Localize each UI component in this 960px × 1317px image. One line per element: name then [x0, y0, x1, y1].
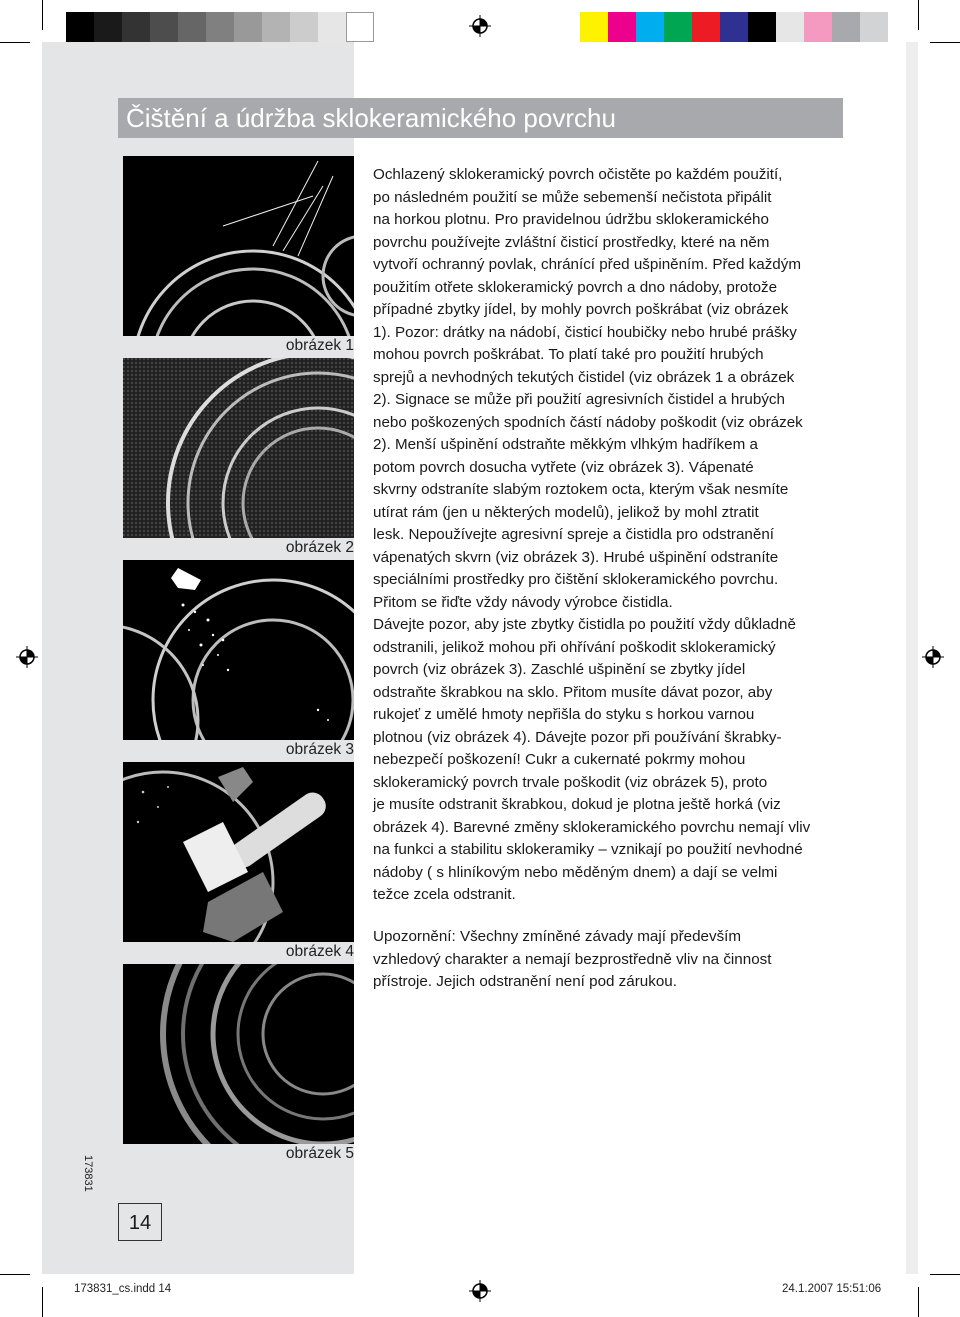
vertical-code: 173831 [82, 1155, 94, 1192]
body-line: na horkou plotnu. Pro pravidelnou údržbu sklokeramického [373, 211, 769, 228]
body-line: vytvoří ochranný povlak, chránící před ušpiněním. Před každým [373, 256, 801, 273]
page-title: Čištění a údržba sklokeramického povrchu [118, 98, 843, 138]
grayscale-swatch [290, 12, 318, 42]
process-color-bar [580, 12, 888, 42]
body-line: speciálními prostředky pro čištění sklokeramického povrchu. [373, 571, 779, 588]
body-line: Přitom se řiďte vždy návody výrobce čistidla. [373, 593, 673, 611]
crop-mark [930, 42, 960, 43]
body-line: utírat rám (jen u některých modelů), jelikož by mohl ztratit [373, 503, 759, 521]
registration-mark-icon [469, 1280, 491, 1302]
damaged-hob-image [123, 964, 354, 1144]
body-line: odstranili, jelikož mohou při ohřívání poškodit sklokeramický [373, 638, 776, 656]
crop-mark [0, 1274, 30, 1275]
registration-mark-icon [469, 15, 491, 37]
crop-mark [918, 1287, 919, 1317]
process-color-swatch [832, 12, 860, 42]
body-line: je musíte odstranit škrabkou, dokud je plotna ještě horká (viz [373, 796, 781, 813]
crop-mark [42, 1287, 43, 1317]
figure-2-caption: obrázek 2 [285, 539, 354, 556]
grayscale-swatch [318, 12, 346, 42]
crop-mark [930, 1274, 960, 1275]
body-line: 2). Menší ušpinění odstraňte měkkým vlhkým hadříkem a [373, 436, 758, 453]
body-line: povrch (viz obrázek 3). Zaschlé ušpinění se zbytky jídel [373, 661, 746, 678]
body-line: sklokeramický povrch trvale poškodit (viz obrázek 5), proto [373, 773, 768, 791]
process-color-swatch [664, 12, 692, 42]
body-line: mohou povrch poškrábat. To platí také pro použití hrubých [373, 346, 764, 363]
body-line: obrázek 4). Barevné změny sklokeramického povrchu nemají vliv [373, 818, 811, 836]
registration-mark-icon [16, 646, 38, 668]
abrasive-hob-image [123, 358, 354, 538]
body-line: rukojeť z umělé hmoty nepřišla do styku s horkou varnou [373, 706, 755, 723]
crop-mark [0, 42, 30, 43]
crop-mark [42, 0, 43, 30]
grayscale-swatch [122, 12, 150, 42]
warning-note [373, 926, 843, 994]
page-number: 14 [118, 1203, 162, 1241]
grayscale-swatch [66, 12, 94, 42]
body-line: težce zcela odstranit. [373, 886, 516, 903]
process-color-swatch [580, 12, 608, 42]
process-color-swatch [636, 12, 664, 42]
body-line: plotnou (viz obrázek 4). Dávejte pozor při používání škrabky- [373, 728, 782, 746]
scraper-image [123, 762, 354, 942]
figure-5-caption: obrázek 5 [285, 1145, 354, 1162]
figure-1 [123, 156, 354, 336]
process-color-swatch [608, 12, 636, 42]
grayscale-bar [66, 12, 374, 42]
note-line: přístroje. Jejich odstranění není pod zárukou. [373, 973, 677, 990]
body-line: na funkci a stabilitu sklokeramiky – vznikají po použití nevhodné [373, 841, 803, 858]
body-line: nádoby ( s hliníkovým nebo měděným dnem) a dají se velmi [373, 863, 778, 881]
body-line: potom povrch dosucha vytřete (viz obrázek 3). Vápenaté [373, 458, 754, 476]
note-line: vzhledový charakter a nemají bezprostředně vliv na činnost [373, 950, 772, 968]
figure-3-caption: obrázek 3 [285, 741, 354, 758]
figure-1-caption: obrázek 1 [285, 337, 354, 354]
grayscale-swatch [94, 12, 122, 42]
body-line: Dávejte pozor, aby jste zbytky čistidla po použití vždy důkladně [373, 616, 796, 633]
grayscale-swatch [234, 12, 262, 42]
process-color-swatch [720, 12, 748, 42]
body-line: vápenatých skvrn (viz obrázek 3). Hrubé ušpinění odstraníte [373, 548, 779, 566]
process-color-swatch [776, 12, 804, 42]
registration-mark-icon [922, 646, 944, 668]
process-color-swatch [692, 12, 720, 42]
grayscale-swatch [178, 12, 206, 42]
body-line: po následném použití se může sebemenší nečistota připálit [373, 188, 772, 206]
process-color-swatch [748, 12, 776, 42]
body-line: použitím otřete sklokeramický povrch a dno nádoby, protože [373, 278, 778, 296]
body-line: Ochlazený sklokeramický povrch očistěte po každém použití, [373, 166, 783, 183]
process-color-swatch [860, 12, 888, 42]
process-color-swatch [804, 12, 832, 42]
spray-cleaning-image [123, 560, 354, 740]
body-line: sprejů a nevhodných tekutých čistidel (viz obrázek 1 a obrázek [373, 368, 795, 386]
figure-4-caption: obrázek 4 [285, 943, 354, 960]
note-line: Upozornění: Všechny zmíněné závady mají především [373, 928, 742, 945]
body-line: odstraňte škrabkou na sklo. Přitom musíte dávat pozor, aby [373, 683, 773, 701]
right-margin-band [906, 42, 918, 1274]
grayscale-swatch [262, 12, 290, 42]
body-text [373, 164, 848, 907]
body-line: skvrny odstraníte slabým roztokem octa, kterým však nesmíte [373, 481, 789, 498]
grayscale-swatch [206, 12, 234, 42]
body-line: nebo poškozených spodních částí nádoby poškodit (viz obrázek [373, 413, 803, 431]
grayscale-swatch [150, 12, 178, 42]
body-line: nebezpečí poškození! Cukr a cukernaté pokrmy mohou [373, 751, 746, 768]
footer-file: 173831_cs.indd 14 [74, 1283, 172, 1295]
body-line: 1). Pozor: drátky na nádobí, čisticí houbičky nebo hrubé prášky [373, 323, 797, 341]
figure-5 [123, 964, 354, 1144]
body-line: povrchu používejte zvláštní čisticí prostředky, které na něm [373, 233, 770, 251]
scratched-ceramic-hob-image [123, 156, 354, 336]
figure-3 [123, 560, 354, 740]
body-line: případné zbytky jídel, by mohly povrch poškrábat (viz obrázek [373, 301, 789, 318]
body-line: 2). Signace se může při použití agresivních čistidel a hrubých [373, 391, 785, 408]
crop-mark [918, 0, 919, 30]
figure-2 [123, 358, 354, 538]
grayscale-swatch [346, 12, 374, 42]
body-line: lesk. Nepoužívejte agresivní spreje a čistidla pro odstranění [373, 526, 774, 543]
footer-datetime: 24.1.2007 15:51:06 [782, 1283, 882, 1295]
figure-4 [123, 762, 354, 942]
